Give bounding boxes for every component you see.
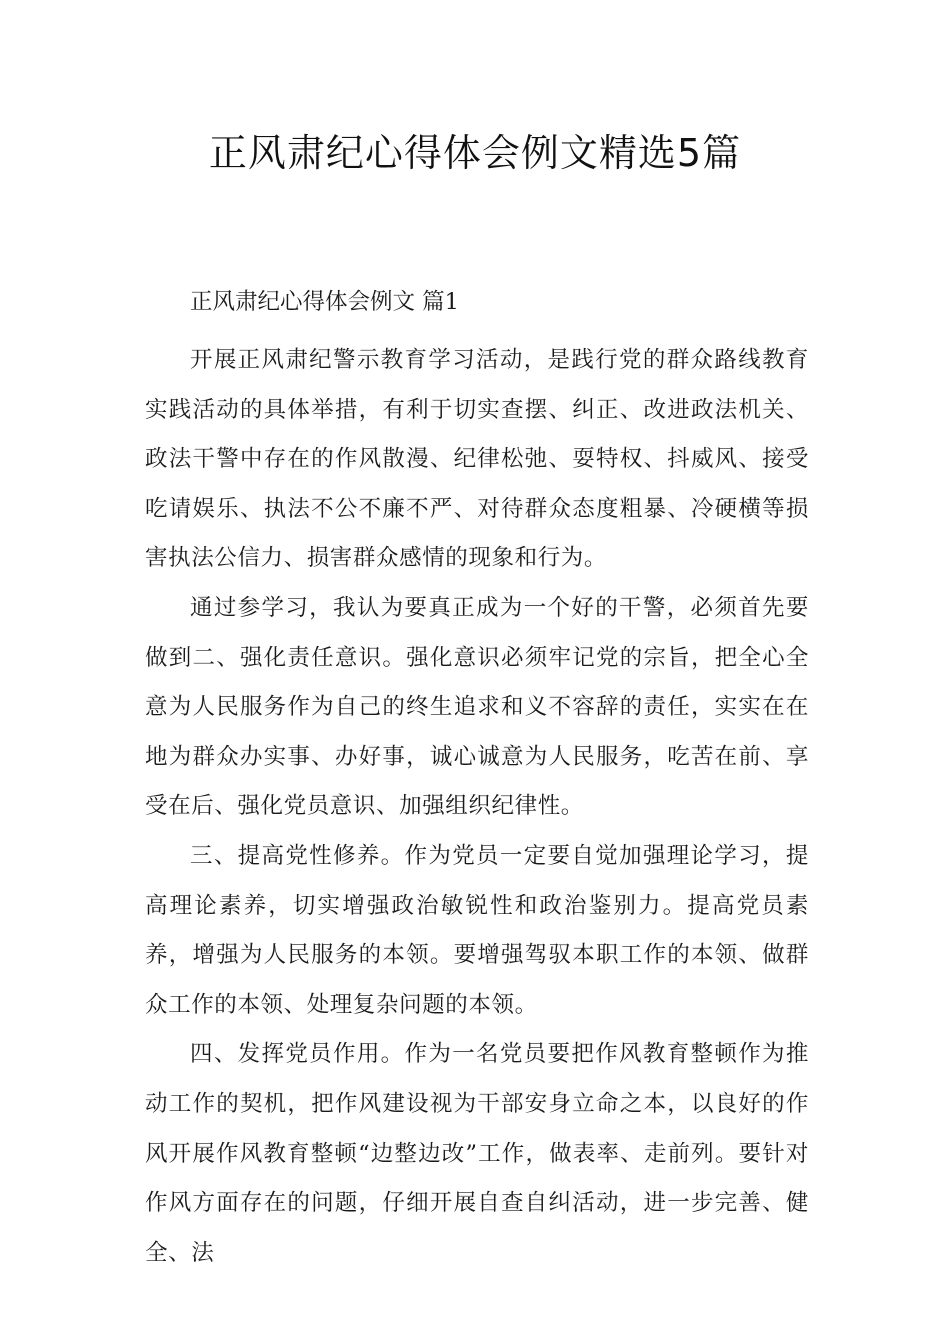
- paragraph-2: 通过参学习，我认为要真正成为一个好的干警，必须首先要做到二、强化责任意识。强化意识必须牢记党的宗旨，把全心全意为人民服务作为自己的终生追求和义不容辞的责任，实实在在地为群众办实事、办好事，诚心诚意为人民服务，吃苦在前、享受在后、强化党员意识、加强组织纪律性。: [145, 594, 809, 820]
- section-heading: 正风肃纪心得体会例文 篇1: [190, 289, 459, 315]
- paragraph-1: 开展正风肃纪警示教育学习活动，是践行党的群众路线教育实践活动的具体举措，有利于切实查摆、纠正、改进政法机关、政法干警中存在的作风散漫、纪律松弛、耍特权、抖威风、接受吃请娱乐、执法不公不廉不严、对待群众态度粗暴、冷硬横等损害执法公信力、损害群众感情的现象和行为。: [145, 347, 809, 572]
- document-body: [145, 284, 809, 1278]
- document-title: 正风肃纪心得体会例文精选5篇: [208, 131, 742, 175]
- paragraph-3: 三、提高党性修养。作为党员一定要自觉加强理论学习，提高理论素养，切实增强政治敏锐性和政治鉴别力。提高党员素养，增强为人民服务的本领。要增强驾驭本职工作的本领、做群众工作的本领、处理复杂问题的本领。: [145, 842, 809, 1018]
- paragraph-4: 四、发挥党员作用。作为一名党员要把作风教育整顿作为推动工作的契机，把作风建设视为干部安身立命之本，以良好的作风开展作风教育整顿“边整边改”工作，做表率、走前列。要针对作风方面存在的问题，仔细开展自查自纠活动，进一步完善、健全、法: [145, 1041, 809, 1266]
